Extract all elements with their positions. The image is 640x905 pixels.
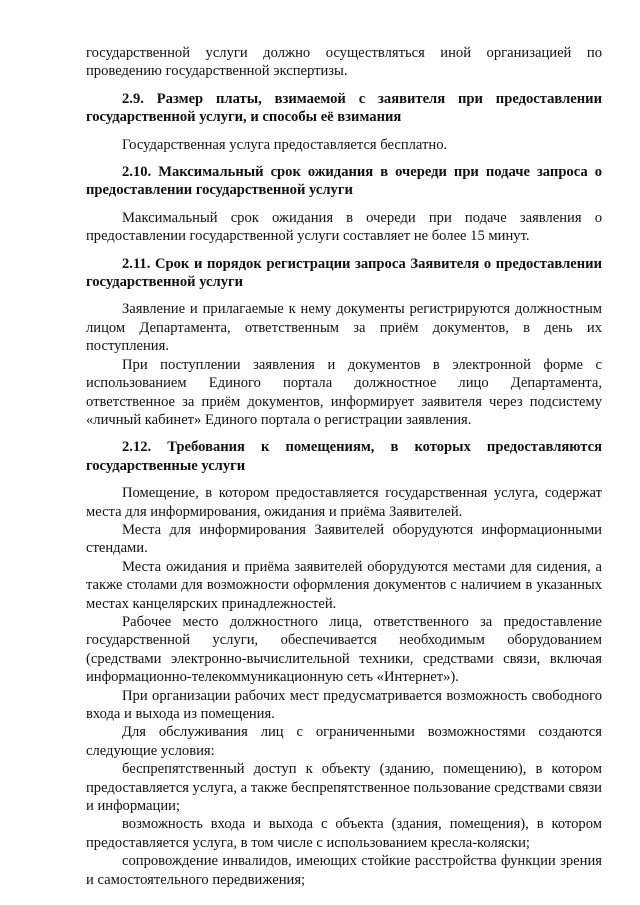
list-item: беспрепятственный доступ к объекту (зданию, помещению), в котором предоставляется услуга, а также беспрепятственное пользование средствами связи и информации;	[86, 761, 602, 815]
section-heading-2-10: 2.10. Максимальный срок ожидания в очереди при подаче запроса о предоставлении государственной услуги	[86, 164, 602, 199]
section-heading-2-11: 2.11. Срок и порядок регистрации запроса Заявителя о предоставлении государственной услуги	[86, 255, 602, 291]
paragraph: Рабочее место должностного лица, ответственного за предоставление государственной услуги, обеспечивается необходимым оборудованием (средствами электронно-вычислительной техники, средствами связи, включая информационно-телекоммуникационную сеть «Интернет»).	[86, 613, 602, 686]
intro-paragraph: государственной услуги должно осуществляться иной организацией по проведению государственной экспертизы.	[86, 45, 602, 80]
paragraph: Государственная услуга предоставляется бесплатно.	[122, 136, 448, 153]
document-page	[86, 44, 602, 889]
paragraph: Для обслуживания лиц с ограниченными возможностями создаются следующие условия:	[86, 724, 602, 759]
paragraph: При организации рабочих мест предусматривается возможность свободного входа и выхода из помещения.	[86, 687, 602, 722]
paragraph: Максимальный срок ожидания в очереди при подаче заявления о предоставлении государственной услуги составляет не более 15 минут.	[86, 209, 602, 245]
paragraph: При поступлении заявления и документов в электронной форме с использованием Единого портала должностное лицо Департамента, ответственное за приём документов, информирует заявителя через подсистему «личный кабинет» Единого портала о регистрации заявления.	[86, 356, 602, 428]
section-heading-2-9: 2.9. Размер платы, взимаемой с заявителя при предоставлении государственной услуги, и способы её взимания	[86, 90, 602, 126]
list-item: возможность входа и выхода с объекта (здания, помещения), в котором предоставляется услуга, в том числе с использованием кресла-коляски;	[86, 816, 602, 851]
paragraph: Места ожидания и приёма заявителей оборудуются местами для сидения, а также столами для возможности оформления документов с наличием в указанных местах канцелярских принадлежностей.	[86, 558, 602, 612]
paragraph: Заявление и прилагаемые к нему документы регистрируются должностным лицом Департамента, ответственным за приём документов, в день их поступления.	[86, 301, 602, 355]
section-heading-2-12: 2.12. Требования к помещениям, в которых предоставляются государственные услуги	[86, 439, 602, 474]
paragraph: Помещение, в котором предоставляется государственная услуга, содержат места для информирования, ожидания и приёма Заявителей.	[86, 485, 602, 520]
list-item: сопровождение инвалидов, имеющих стойкие расстройства функции зрения и самостоятельного передвижения;	[86, 853, 602, 888]
paragraph: Места для информирования Заявителей оборудуются информационными стендами.	[86, 521, 602, 557]
